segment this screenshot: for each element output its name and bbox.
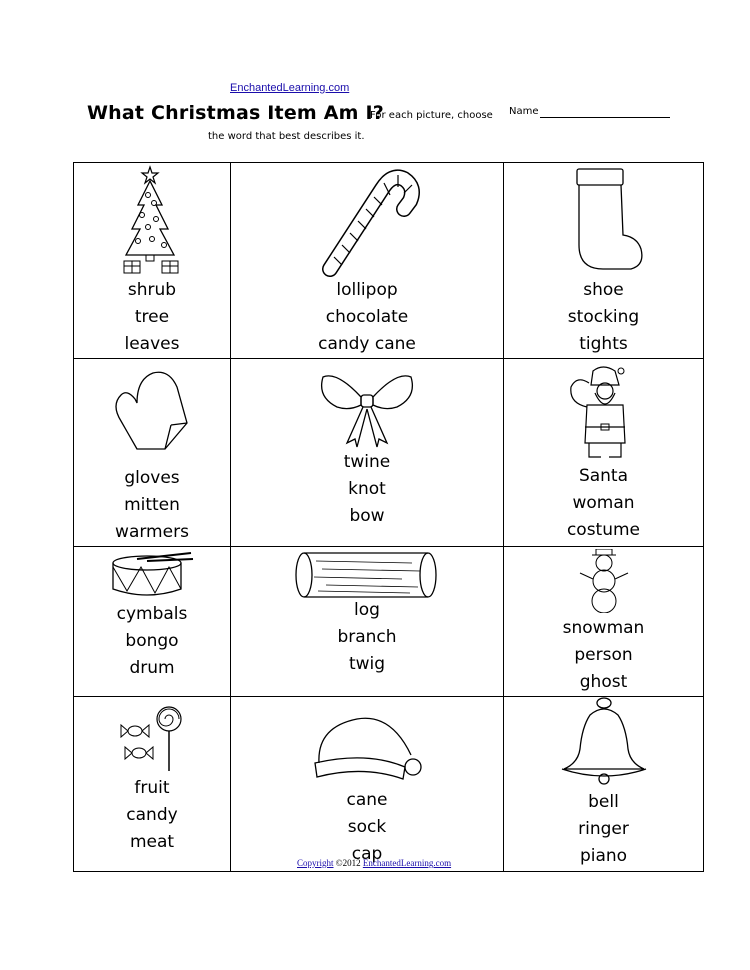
option-word: ghost [579, 672, 628, 692]
name-field[interactable] [540, 117, 670, 118]
worksheet-title: What Christmas Item Am I? [87, 102, 384, 124]
santa-hat-icon [307, 707, 427, 787]
option-word: candy cane [318, 334, 416, 354]
grid-cell [74, 697, 231, 872]
option-word: stocking [567, 307, 640, 327]
grid-cell [504, 163, 704, 359]
instruction-line-1: For each picture, choose [370, 110, 493, 121]
option-word: candy [126, 805, 178, 825]
grid-cell [231, 547, 504, 697]
option-word: branch [337, 627, 397, 647]
option-word: lollipop [336, 280, 398, 300]
option-word: ringer [578, 819, 629, 839]
option-word: leaves [124, 334, 180, 354]
option-word: cymbals [116, 604, 188, 624]
option-word: tree [134, 307, 170, 327]
bow-icon [317, 367, 417, 449]
site-link[interactable]: EnchantedLearning.com [230, 82, 350, 94]
option-word: tights [579, 334, 628, 354]
option-word: person [574, 645, 633, 665]
option-word: Santa [578, 466, 629, 486]
grid-cell [74, 547, 231, 697]
footer-site-link[interactable]: EnchantedLearning.com [362, 858, 452, 868]
option-word: meat [129, 832, 175, 852]
bell-icon [554, 697, 654, 789]
candy-icon [117, 703, 187, 775]
grid-cell [504, 359, 704, 547]
snowman-icon [574, 549, 634, 613]
option-word: warmers [115, 522, 189, 542]
option-word: mitten [124, 495, 180, 515]
option-word: shoe [583, 280, 624, 300]
name-label: Name [509, 106, 539, 117]
option-word: sock [347, 817, 387, 837]
option-word: drum [129, 658, 175, 678]
option-word: snowman [562, 618, 645, 638]
grid-cell [74, 359, 231, 547]
option-word: piano [579, 846, 628, 866]
option-word: log [354, 600, 380, 620]
footer [297, 858, 451, 868]
option-word: chocolate [325, 307, 409, 327]
grid-cell [74, 163, 231, 359]
option-word: shrub [127, 280, 177, 300]
option-word: knot [348, 479, 386, 499]
option-word: gloves [124, 468, 180, 488]
option-word: twine [343, 452, 391, 472]
stocking-icon [559, 165, 649, 277]
option-word: bell [588, 792, 619, 812]
mitten-icon [107, 365, 197, 457]
option-word: woman [572, 493, 635, 513]
grid-cell [504, 697, 704, 872]
copyright-year: ©2012 [335, 858, 361, 868]
log-icon [292, 549, 442, 603]
santa-icon [559, 363, 649, 463]
grid-cell [504, 547, 704, 697]
copyright-link[interactable]: Copyright [297, 858, 334, 868]
grid-cell [231, 359, 504, 547]
worksheet-grid [73, 162, 704, 872]
option-word: bongo [125, 631, 179, 651]
option-word: fruit [134, 778, 170, 798]
instruction-line-2: the word that best describes it. [208, 131, 365, 142]
grid-cell [231, 697, 504, 872]
option-word: cane [346, 790, 388, 810]
christmas-tree-icon [112, 165, 192, 277]
drum-icon [107, 551, 197, 599]
option-word: twig [348, 654, 386, 674]
option-word: cap [351, 844, 383, 864]
option-word: bow [349, 506, 385, 526]
option-word: costume [566, 520, 641, 540]
grid-cell [231, 163, 504, 359]
candy-cane-icon [312, 165, 422, 277]
